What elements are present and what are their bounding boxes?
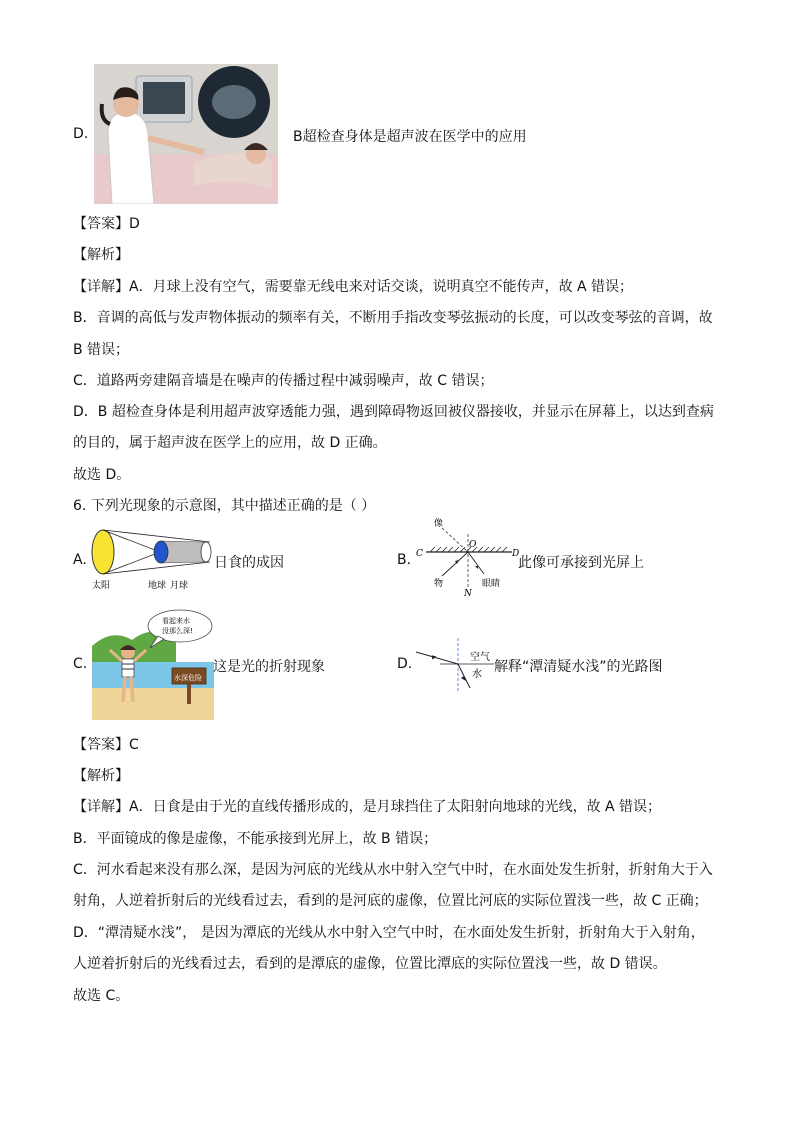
q5-analysis-line-5: D．B 超检查身体是利用超声波穿透能力强，遇到障碍物返回被仪器接收，并显示在屏幕上，以达到查病 (73, 404, 714, 420)
q6-stem: 6. 下列光现象的示意图，其中描述正确的是（ ） (73, 498, 376, 514)
q5-analysis-line-3: B 错误； (73, 342, 130, 358)
eye-label: 眼睛 (482, 579, 501, 589)
q6-option-b-letter: B. (397, 552, 412, 568)
air-label: 空气 (470, 652, 490, 663)
ultrasound-photo (94, 64, 278, 204)
point-c-label: C (416, 549, 423, 559)
point-d-label: D (512, 549, 520, 559)
speech-bubble-line-2: 没那么深! (162, 627, 193, 635)
point-o-label: O (469, 540, 477, 550)
moon-shape (201, 542, 211, 562)
sun-label: 太阳 (92, 581, 111, 591)
solar-eclipse-diagram (88, 528, 216, 592)
q6-answer: 【答案】C (73, 737, 139, 753)
q6-option-a-text: 日食的成因 (214, 555, 284, 571)
q5-option-d-text: B超检查身体是超声波在医学中的应用 (293, 129, 527, 145)
q5-analysis-line-6: 的目的，属于超声波在医学上的应用，故 D 正确。 (73, 435, 387, 451)
q6-analysis-line-5: D．“潭清疑水浅”， 是因为潭底的光线从水中射入空气中时，在水面处发生折射，折射角大于入射角， (73, 925, 705, 941)
q6-analysis-line-1: 【详解】A．日食是由于光的直线传播形成的，是月球挡住了太阳射向地球的光线，故 A 错误； (73, 799, 662, 815)
q6-analysis-line-7: 故选 C。 (73, 988, 130, 1004)
q5-option-d-letter: D. (73, 126, 89, 142)
water-label: 水 (472, 669, 482, 680)
earth-shape (154, 541, 168, 563)
object-label: 物 (434, 579, 444, 589)
moon-label: 月球 (170, 581, 189, 591)
q6-analysis-title: 【解析】 (73, 768, 129, 784)
image-label: 像 (434, 519, 444, 529)
q5-analysis-line-4: C．道路两旁建隔音墙是在噪声的传播过程中减弱噪声，故 C 错误； (73, 373, 494, 389)
q6-option-c-text: 这是光的折射现象 (213, 659, 325, 675)
q5-analysis-line-7: 故选 D。 (73, 467, 131, 483)
q6-option-c-letter: C. (73, 656, 88, 672)
point-n-label: N (464, 589, 472, 599)
q6-analysis-line-6: 人逆着折射后的光线看过去，看到的是潭底的虚像，位置比潭底的实际位置浅一些，故 D 错误。 (73, 956, 667, 972)
speech-bubble-line-1: 看起来水 (162, 617, 190, 625)
q6-analysis-line-2: B．平面镜成的像是虚像，不能承接到光屏上，故 B 错误； (73, 831, 438, 847)
plane-mirror-diagram (412, 516, 520, 600)
earth-label: 地球 (148, 581, 167, 591)
danger-sign-text: 水深危险 (174, 674, 202, 682)
shallow-water-cartoon (92, 606, 214, 720)
q6-option-b-text: 此像可承接到光屏上 (518, 555, 644, 571)
sun-shape (92, 530, 114, 574)
q5-analysis-title: 【解析】 (73, 247, 129, 263)
q5-answer: 【答案】D (73, 216, 140, 232)
q6-option-d-text: 解释“潭清疑水浅”的光路图 (494, 659, 663, 675)
q5-analysis-line-2: B．音调的高低与发声物体振动的频率有关，不断用手指改变琴弦振动的长度，可以改变琴弦的音调，故 (73, 310, 713, 326)
q5-analysis-line-1: 【详解】A．月球上没有空气，需要靠无线电来对话交谈，说明真空不能传声，故 A 错误； (73, 279, 634, 295)
refraction-diagram (414, 636, 496, 694)
q6-option-a-letter: A. (73, 552, 87, 568)
q6-option-d-letter: D. (397, 656, 413, 672)
q6-analysis-line-3: C．河水看起来没有那么深，是因为河底的光线从水中射入空气中时，在水面处发生折射，折射角大于入 (73, 862, 713, 878)
q6-analysis-line-4: 射角，人逆着折射后的光线看过去，看到的是河底的虚像，位置比河底的实际位置浅一些，故 C 正确； (73, 893, 708, 909)
